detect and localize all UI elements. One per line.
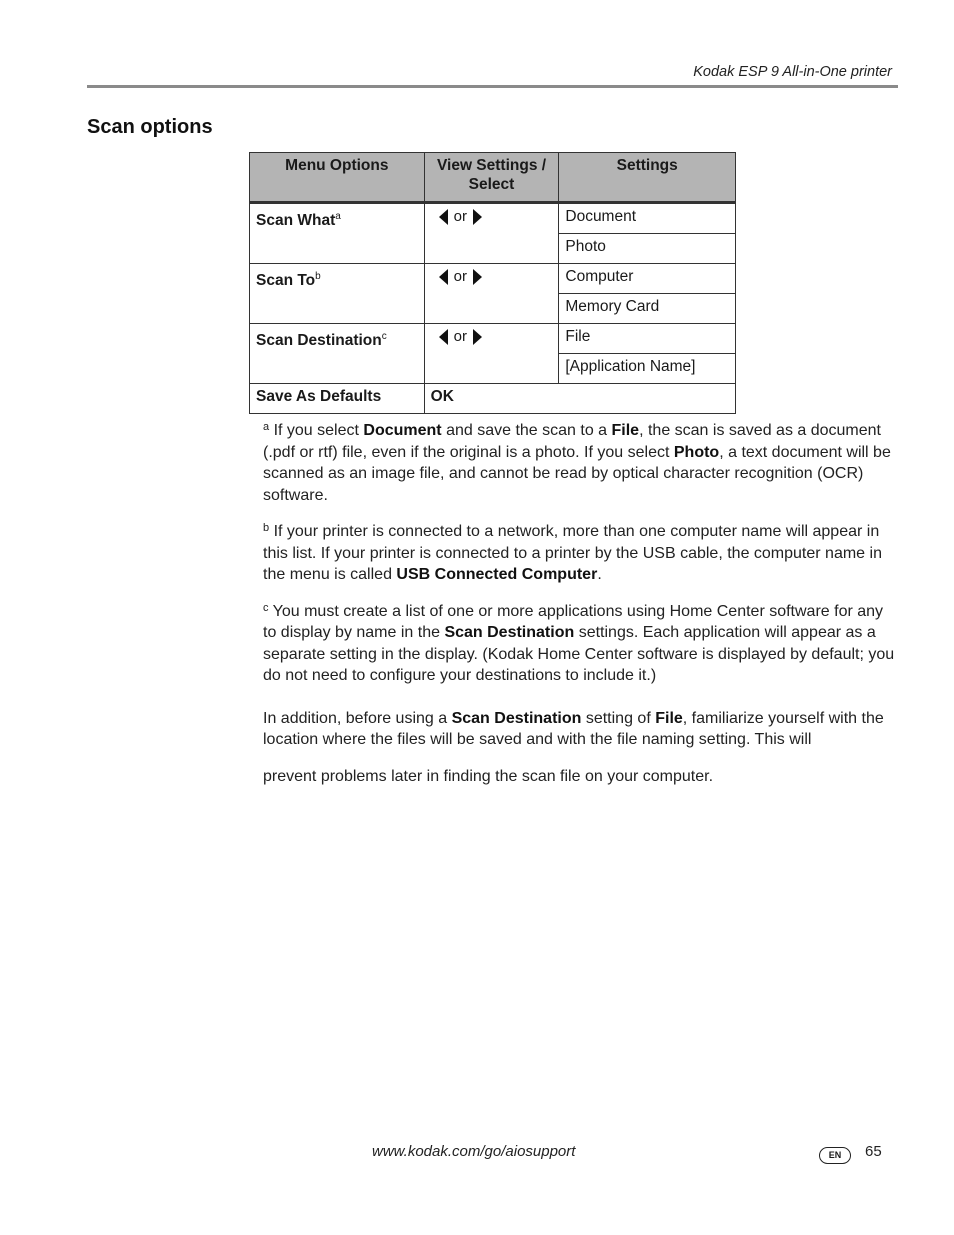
footnotes [263,420,898,802]
ok-value: OK [424,384,735,414]
setting-value: [Application Name] [559,354,736,384]
or-text: or [453,328,467,345]
additional-note: In addition, before using a Scan Destination setting of File, familiarize yourself with the location where the files will be saved and with the file naming setting. This will [263,709,884,748]
right-triangle-icon [473,269,482,285]
setting-value: File [559,324,736,354]
menu-option-save-as-defaults: Save As Defaults [250,384,425,414]
or-text: or [453,208,467,225]
scan-options-table [249,152,736,414]
or-text: or [453,268,467,285]
footer-url: www.kodak.com/go/aiosupport [372,1143,576,1160]
table-header-row [250,153,736,203]
setting-value: Photo [559,234,736,264]
footnote-mark: b [263,522,270,534]
footnote-mark: c [263,601,269,614]
menu-option-label: Scan To [256,272,316,290]
footnote-c: $^c$ You must create a list of one or more applications using Home Center software for any to display by name in the Scan Destination settings. Each application will appear as a separate setting in the display. (Kodak Home Center software is displayed by default; you do not need to configure your destinations to include it.) [263,601,895,684]
setting-value: Computer [559,264,736,294]
language-badge: EN [819,1147,851,1164]
menu-option-label: Scan Destination [256,332,382,350]
view-select-cell [424,203,559,264]
header-rule [87,85,898,88]
left-triangle-icon [439,269,448,285]
table-row [250,384,736,414]
column-header-view-settings: View Settings / Select [424,153,559,203]
footnote-a: $^a$ If you select Document and save the scan to a File, the scan is saved as a document (.pdf or rtf) file, even if the original is a photo. If you select Photo, a text document will be scanned as an image file, and cannot be read by optical character recognition (OCR) software. [263,421,891,504]
column-header-settings: Settings [559,153,736,203]
left-triangle-icon [439,329,448,345]
section-title: Scan options [87,116,213,138]
page-number: 65 [865,1143,882,1160]
menu-option-label: Scan What [256,212,336,230]
right-triangle-icon [473,209,482,225]
footnote-mark: c [381,331,387,342]
setting-value: Memory Card [559,294,736,324]
additional-note-continued: prevent problems later in finding the scan file on your computer. [263,767,714,785]
menu-option-scan-destination [250,324,425,384]
table-row [250,324,736,354]
footnote-mark: b [315,271,321,282]
left-triangle-icon [439,209,448,225]
menu-option-scan-what [250,203,425,264]
column-header-menu-options: Menu Options [250,153,425,203]
view-select-cell [424,264,559,324]
menu-option-scan-to [250,264,425,324]
table-row [250,264,736,294]
footnote-mark: a [263,421,270,433]
table-row [250,203,736,234]
setting-value: Document [559,203,736,234]
right-triangle-icon [473,329,482,345]
running-header: Kodak ESP 9 All-in-One printer [693,64,892,80]
footnote-b: $^b$ If your printer is connected to a network, more than one computer name will appear in this list. If your printer is connected to a printer by the USB cable, the computer name in the menu is called USB Connected Computer. [263,522,882,583]
view-select-cell [424,324,559,384]
footnote-mark: a [335,211,341,222]
